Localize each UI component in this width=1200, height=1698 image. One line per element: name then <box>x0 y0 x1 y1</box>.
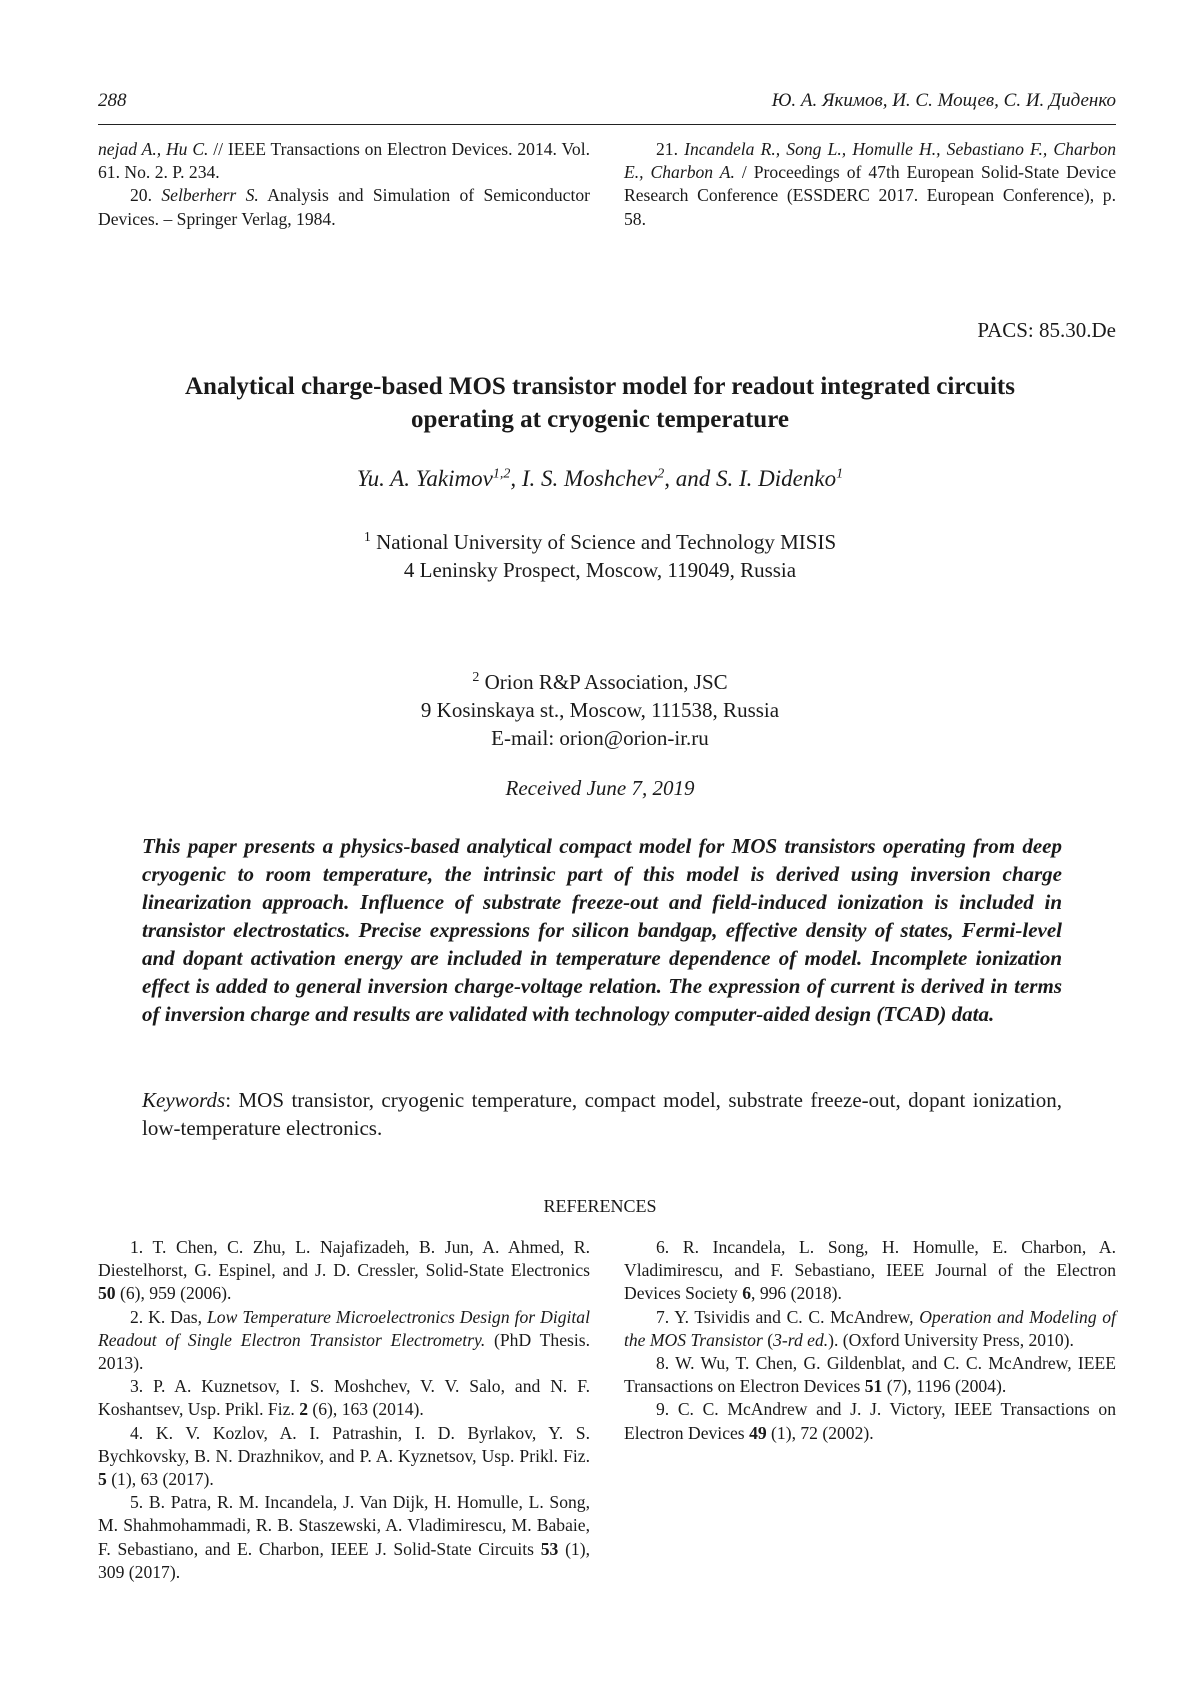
top-refs-right-column <box>624 138 1116 231</box>
running-header <box>98 90 1116 114</box>
abstract: This paper presents a physics-based analytical compact model for MOS transistors operating from deep cryogenic to room temperature, the intrinsic part of this model is derived using inversion charge linearization approach. Influence of substrate freeze-out and field-induced ionization is included in transistor electrostatics. Precise expressions for silicon bandgap, effective density of states, Fermi-level and dopant activation energy are included in temperature dependence of model. Incomplete ionization effect is added to general inversion charge-voltage relation. The expression of current is derived in terms of inversion charge and results are validated with technology computer-aided design (TCAD) data. <box>142 832 1062 1028</box>
reference-item-20: 20. Selberherr S. Analysis and Simulation of Semiconductor Devices. – Springer Verlag, 1984. <box>98 184 590 230</box>
reference-item-2: 2. K. Das, Low Temperature Microelectronics Design for Digital Readout of Single Electron Transistor Electrometry. (PhD Thesis. 2013). <box>98 1306 590 1376</box>
reference-item-21: 21. Incandela R., Song L., Homulle H., Sebastiano F., Charbon E., Charbon A. / Proceedings of 47th European Solid-State Device Research Conference (ESSDERC 2017. European Conference), p. 58. <box>624 138 1116 231</box>
affiliation-2: 2 Orion R&P Association, JSC 9 Kosinskaya st., Moscow, 111538, Russia E-mail: orion@orion-ir.ru <box>100 664 1100 752</box>
keywords: Keywords: MOS transistor, cryogenic temperature, compact model, substrate freeze-out, dopant ionization, low-temperature electronics. <box>142 1086 1062 1142</box>
reference-item-9: 9. C. C. McAndrew and J. J. Victory, IEEE Transactions on Electron Devices 49 (1), 72 (2002). <box>624 1398 1116 1444</box>
paper-title: Analytical charge-based MOS transistor model for readout integrated circuits operating at cryogenic temperature <box>120 370 1080 436</box>
received-date: Received June 7, 2019 <box>100 776 1100 801</box>
reference-item-8: 8. W. Wu, T. Chen, G. Gildenblat, and C. C. McAndrew, IEEE Transactions on Electron Devices 51 (7), 1196 (2004). <box>624 1352 1116 1398</box>
affiliation-1: 1 National University of Science and Technology MISIS 4 Leninsky Prospect, Moscow, 119049, Russia <box>100 524 1100 584</box>
header-rule <box>98 124 1116 125</box>
reference-item-7: 7. Y. Tsividis and C. C. McAndrew, Operation and Modeling of the MOS Transistor (3-rd ed.). (Oxford University Press, 2010). <box>624 1306 1116 1352</box>
page-number: 288 <box>98 90 127 112</box>
reference-item-4: 4. K. V. Kozlov, A. I. Patrashin, I. D. Byrlakov, Y. S. Bychkovsky, B. N. Drazhnikov, and P. A. Kyznetsov, Usp. Prikl. Fiz. 5 (1), 63 (2017). <box>98 1422 590 1492</box>
contact-email: E-mail: orion@orion-ir.ru <box>100 724 1100 752</box>
reference-item-1: 1. T. Chen, C. Zhu, L. Najafizadeh, B. Jun, A. Ahmed, R. Diestelhorst, G. Espinel, and J. D. Cressler, Solid-State Electronics 50 (6), 959 (2006). <box>98 1236 590 1306</box>
top-refs-left-column <box>98 138 590 231</box>
pacs-code: PACS: 85.30.De <box>977 318 1116 343</box>
references-left-column <box>98 1236 590 1584</box>
author-list: Yu. A. Yakimov1,2, I. S. Moshchev2, and S. I. Didenko1 <box>100 466 1100 492</box>
references-right-column <box>624 1236 1116 1445</box>
reference-item-3: 3. P. A. Kuznetsov, I. S. Moshchev, V. V. Salo, and N. F. Koshantsev, Usp. Prikl. Fiz. 2 (6), 163 (2014). <box>98 1375 590 1421</box>
reference-item-6: 6. R. Incandela, L. Song, H. Homulle, E. Charbon, A. Vladimirescu, and F. Sebastiano, IEEE Journal of the Electron Devices Society 6, 996 (2018). <box>624 1236 1116 1306</box>
references-heading: REFERENCES <box>100 1196 1100 1217</box>
running-authors: Ю. А. Якимов, И. С. Мощев, С. И. Диденко <box>772 90 1116 112</box>
reference-continuation: nejad A., Hu C. // IEEE Transactions on Electron Devices. 2014. Vol. 61. No. 2. P. 234. <box>98 138 590 184</box>
reference-item-5: 5. B. Patra, R. M. Incandela, J. Van Dijk, H. Homulle, L. Song, M. Shahmohammadi, R. B. Staszewski, A. Vladimirescu, M. Babaie, F. Sebastiano, and E. Charbon, IEEE J. Solid-State Circuits 53 (1), 309 (2017). <box>98 1491 590 1584</box>
